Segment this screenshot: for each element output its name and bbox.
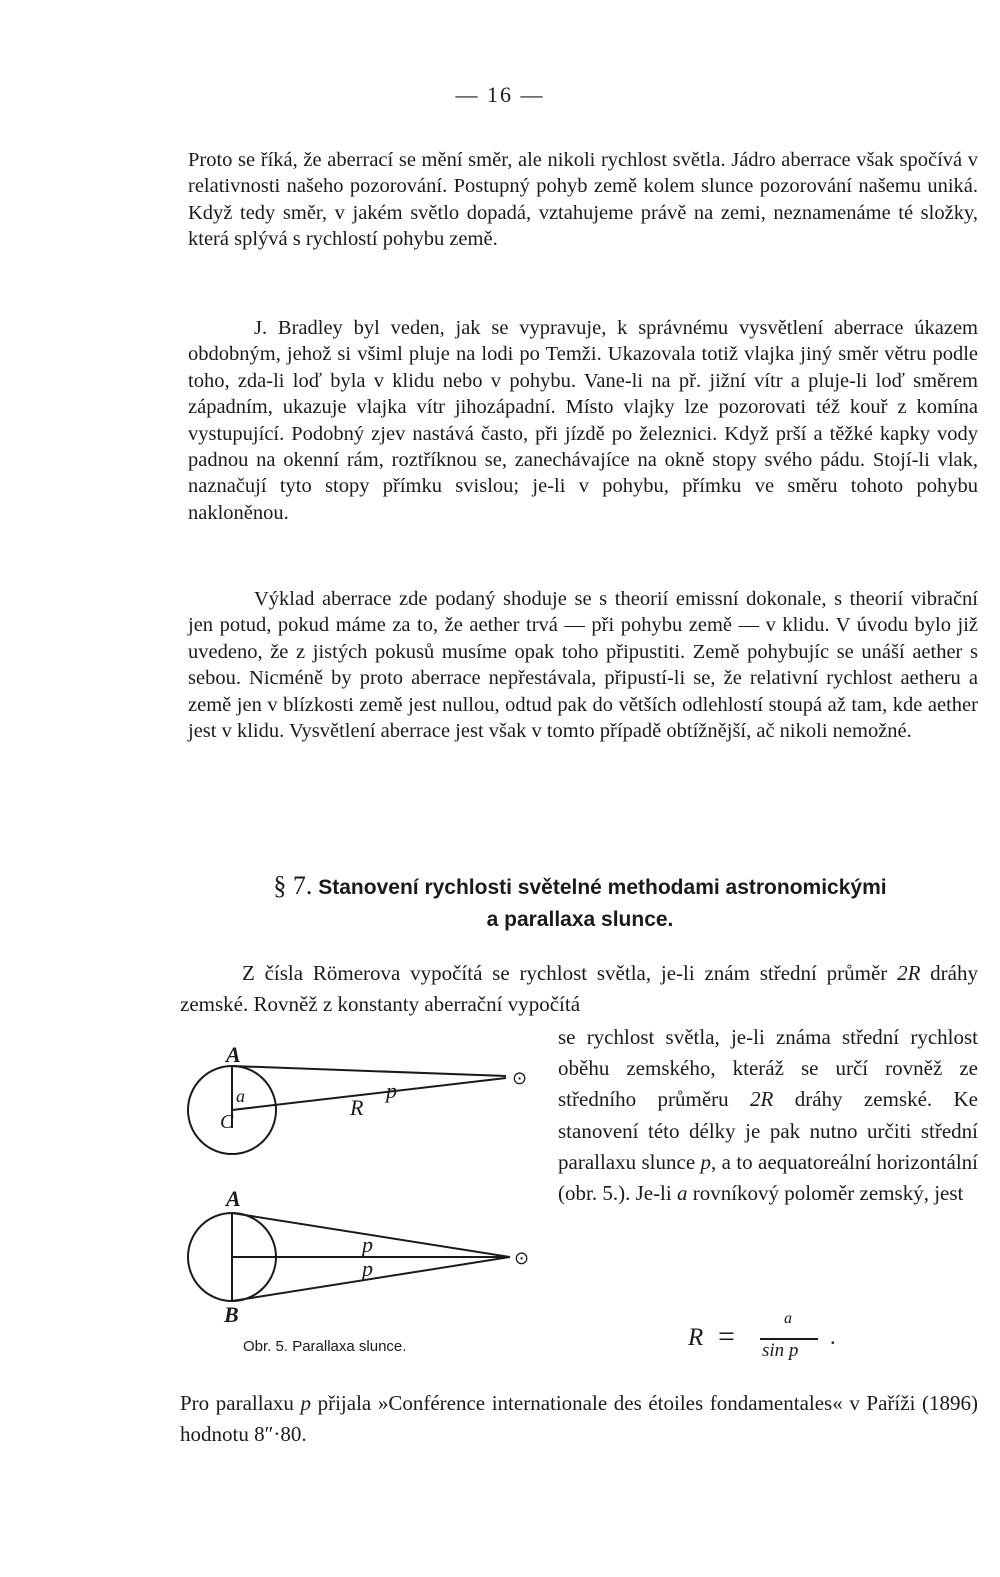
- intro-text-b: dráhy zemské. Rovněž z konstanty aberrační vypočítá: [180, 961, 978, 1016]
- formula-end: .: [830, 1324, 836, 1349]
- side-var-2r: 2R: [750, 1087, 774, 1112]
- label-B: B: [224, 1302, 239, 1327]
- section-title-line-1: Stanovení rychlosti světelné methodami astronomickými: [318, 876, 887, 899]
- label-p-upper: p: [362, 1232, 373, 1257]
- side-text-b: dráhy zemské. Ke stanovení této délky je pak nutno určiti střední parallaxu slunce: [558, 1087, 979, 1174]
- section-title-line-2: a parallaxa slunce.: [486, 908, 674, 931]
- section-heading-line-1: [160, 870, 1000, 904]
- figure-top-diagram: [188, 1066, 506, 1154]
- final-end: .: [301, 1422, 307, 1446]
- formula-denominator: sin p: [762, 1340, 799, 1361]
- side-var-a: a: [676, 1181, 688, 1206]
- side-paragraph: [558, 1022, 978, 1209]
- side-text-c: , a to aequatoreální horizontální (obr. 5.). Je-li: [558, 1149, 978, 1206]
- label-A-top: A: [226, 1042, 241, 1067]
- top-tangent-line: [232, 1066, 506, 1076]
- paragraph-2: J. Bradley byl veden, jak se vypravuje, k správnému vysvětlení aberrace úkazem obdobným, jehož si všiml pluje na lodi po Temži. Ukazovala totiž vlajka jiný směr větru podle toho, zda-li loď byla v klidu nebo v pohybu. Vane-li na př. jižní vítr a pluje-li loď směrem západním, ukazuje vlajka vítr jihozápadní. Místo vlajky lze pozorovati též kouř z komína vystupující. Podobný zjev nastává často, při jízdě po železnici. Když prší a těžké kapky vody padnou na okenní rám, roztříknou se, zanechávajíce na okně stopy svého pádu. Stojí-li vlak, naznačují tyto stopy přímku svislou; je-li v pohybu, přímku ve směru tohoto pohybu nakloněnou.: [188, 317, 978, 524]
- final-value: 8″·80: [254, 1422, 302, 1446]
- final-text-b: přijala »Conférence internationale des étoiles fondamentales« v Paříži (1896) hodnotu: [180, 1391, 978, 1446]
- side-var-p: p: [700, 1149, 712, 1174]
- intro-var-2r: 2R: [897, 961, 921, 985]
- intro-paragraph: [180, 958, 978, 1020]
- label-p-lower: p: [362, 1256, 373, 1281]
- page-number: — 16 —: [455, 82, 545, 107]
- side-text-d: rovníkový poloměr zemský, jest: [687, 1181, 964, 1206]
- sun-icon-bottom: ⊙: [514, 1248, 530, 1269]
- formula-equals: =: [718, 1320, 735, 1353]
- label-a: a: [236, 1086, 245, 1106]
- label-C: C: [220, 1111, 234, 1133]
- figure-bottom-diagram: [188, 1213, 510, 1301]
- parallax-figure: [180, 1040, 540, 1340]
- label-A-bottom: A: [226, 1186, 241, 1211]
- side-text-a: se rychlost světla, je-li známa střední rychlost oběhu zemského, kteráž se určí rovněž ze středního průměru: [558, 1025, 978, 1112]
- paragraph-1: Proto se říká, že aberrací se mění směr, ale nikoli rychlost světla. Jádro aberrace však spočívá v relativnosti našeho pozorování. Postupný pohyb země kolem slunce pozorování našemu uniká. Když tedy směr, v jakém světlo dopadá, vztahujeme právě na zemi, neznamenáme té složky, která splývá s rychlostí pohybu země.: [188, 149, 978, 251]
- formula-numerator: a: [784, 1310, 792, 1327]
- sun-icon-top: ⊙: [512, 1068, 528, 1089]
- label-p-top: p: [386, 1078, 397, 1103]
- paragraph-3: Výklad aberrace zde podaný shoduje se s theorií emissní dokonale, s theorií vibrační jen potud, pokud máme za to, že aether trvá — při pohybu země — v klidu. V úvodu bylo již uvedeno, že z jistých pokusů musíme opak toho připustiti. Země pohybujíc se unáší aether s sebou. Nicméně by proto aberrace nepřestávala, připustí-li se, že relativní rychlost aetheru a země jen v blízkosti země jest nullou, odtud pak do větších odlehlostí stoupá až tam, kde aether jest v klidu. Vysvětlení aberrace jest však v tomto případě obtížnější, ač nikoli nemožné.: [188, 588, 978, 743]
- figure-caption: Obr. 5. Parallaxa slunce.: [243, 1338, 407, 1355]
- section-symbol: § 7.: [273, 871, 313, 900]
- final-var-p: p: [300, 1391, 311, 1415]
- final-paragraph: [180, 1388, 978, 1450]
- label-R: R: [350, 1095, 364, 1120]
- section-heading: [160, 870, 1000, 936]
- formula-R: [680, 1310, 850, 1370]
- intro-text-a: Z čísla Römerova vypočítá se rychlost světla, je-li znám střední průměr: [242, 961, 898, 985]
- formula-lhs: R: [688, 1324, 704, 1351]
- final-text-a: Pro parallaxu: [180, 1391, 301, 1415]
